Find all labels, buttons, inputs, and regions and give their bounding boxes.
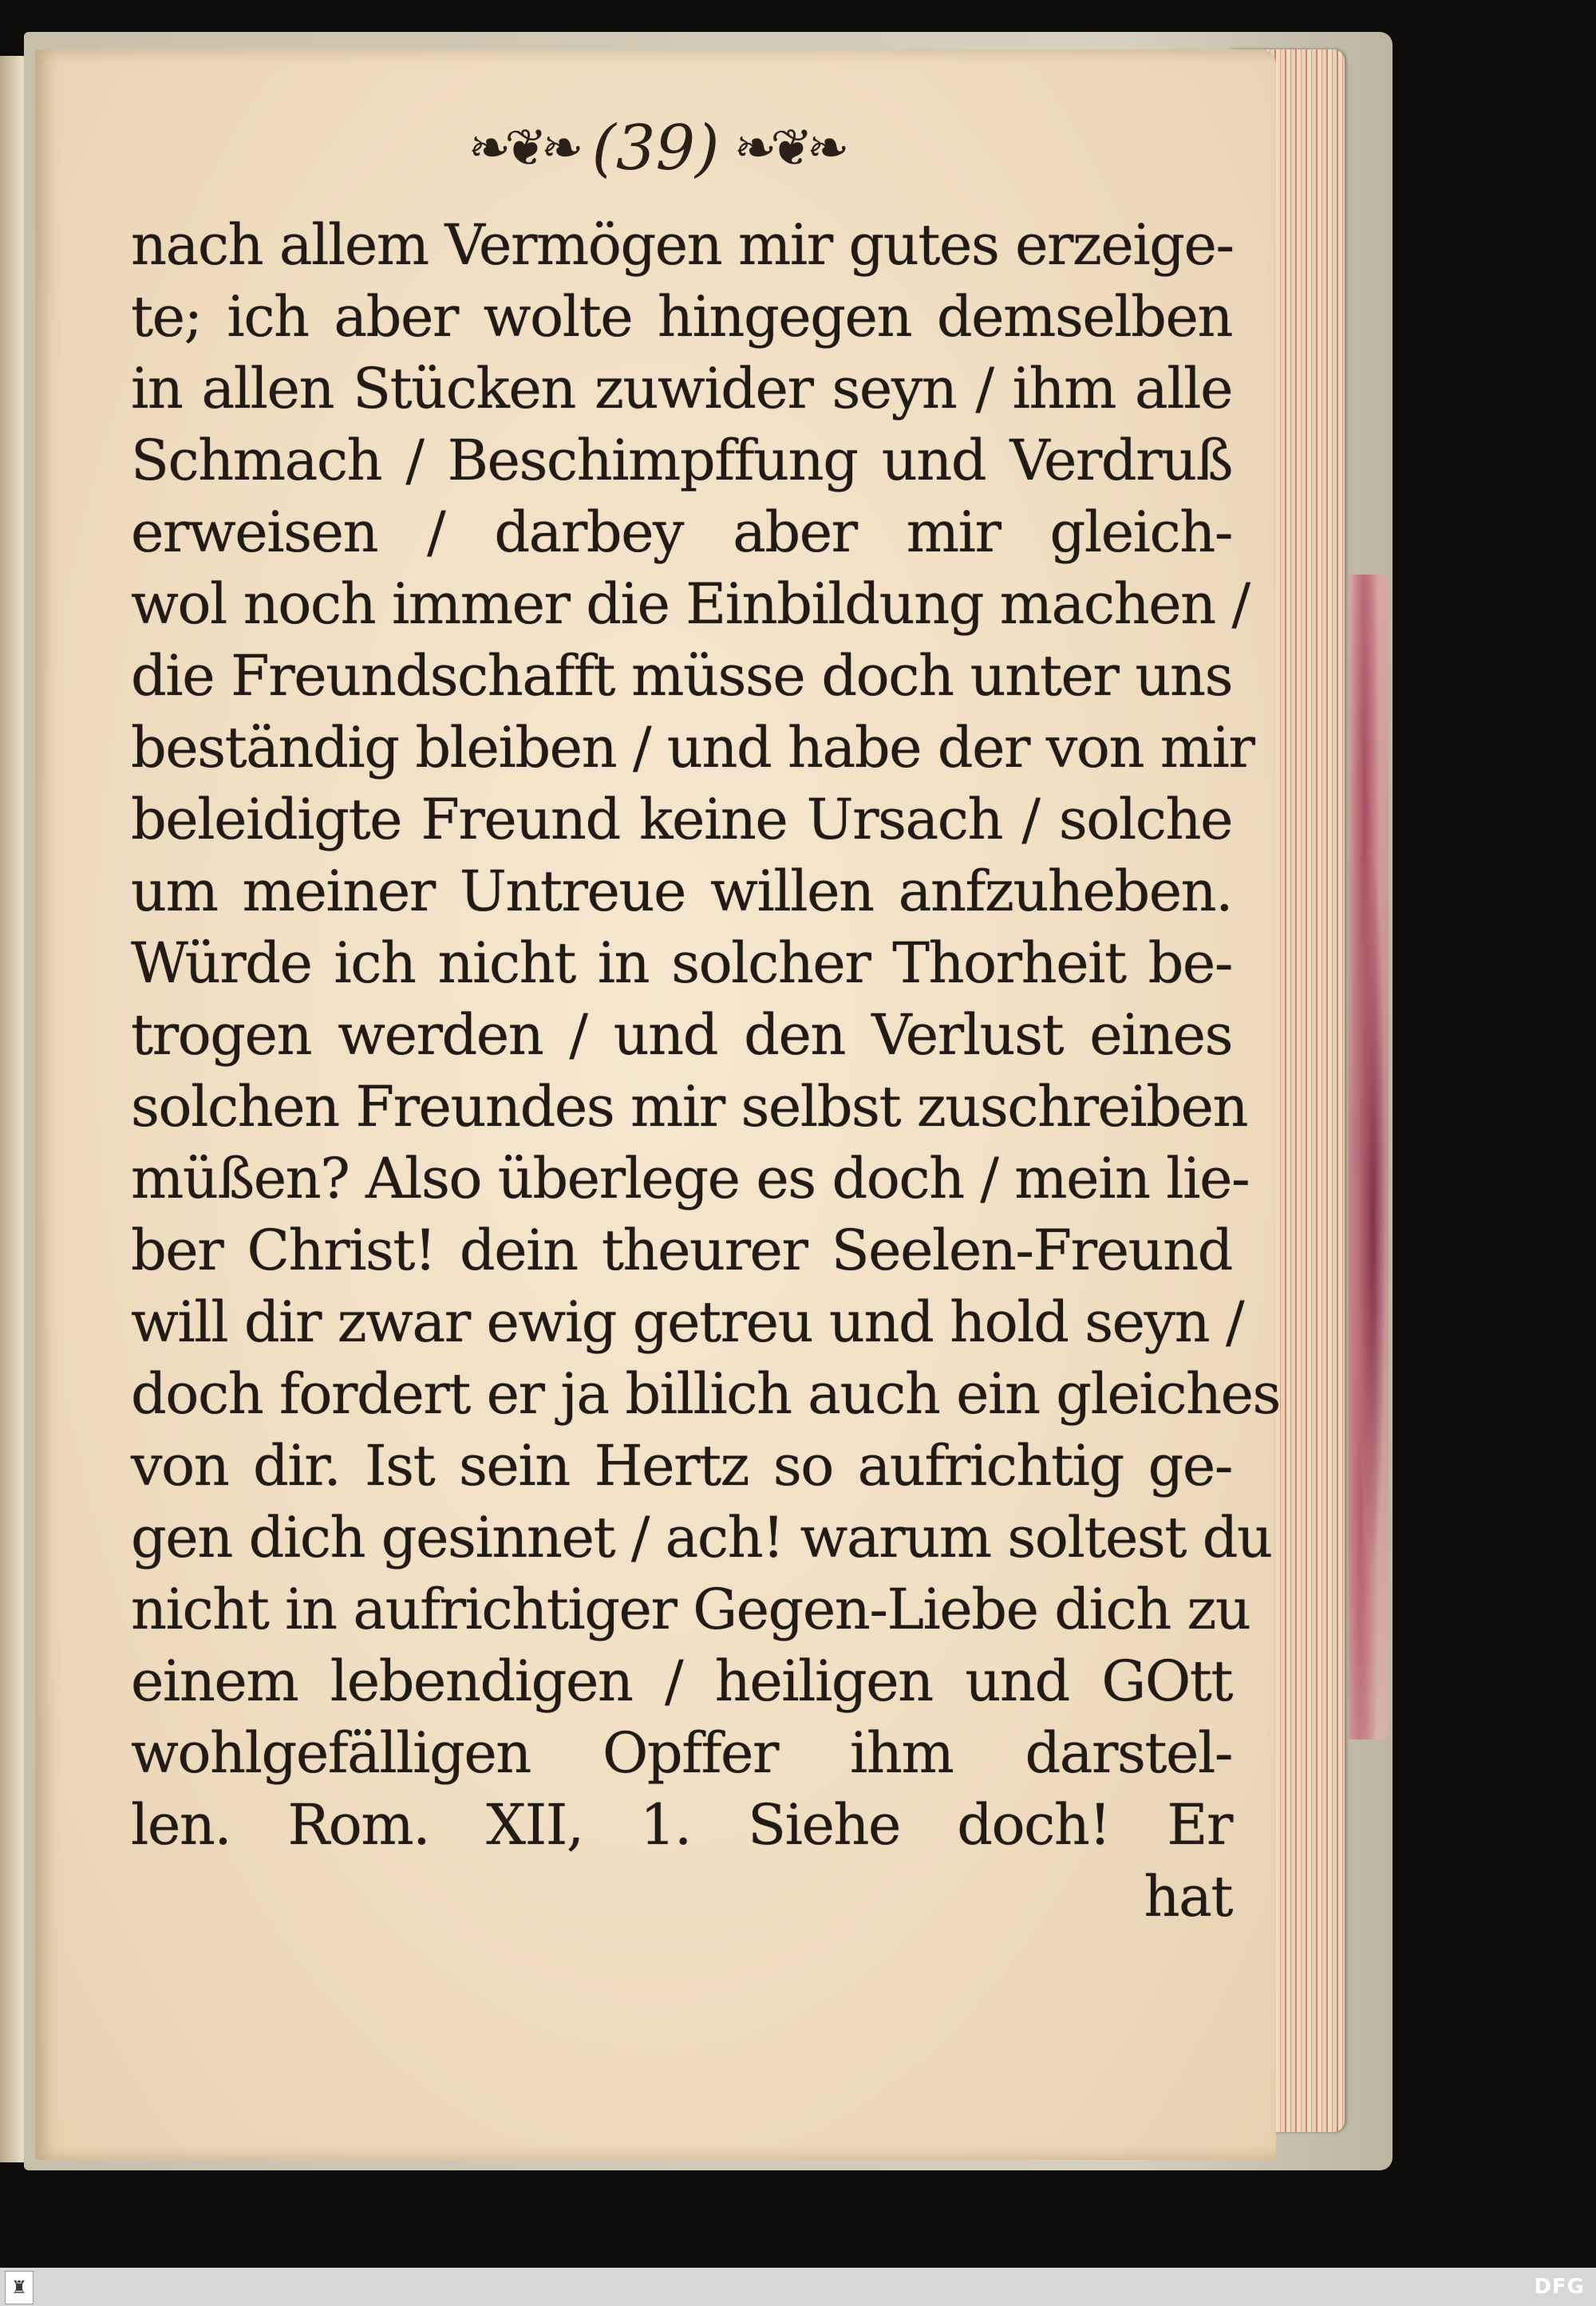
text-line: len. Rom. XII, 1. Siehe doch! Er — [131, 1792, 1232, 1858]
text-line: einem lebendigen / heiligen und GOtt — [131, 1649, 1232, 1714]
text-line: die Freundschafft müsse doch unter uns — [131, 643, 1232, 709]
text-line: Würde ich nicht in solcher Thorheit be- — [131, 930, 1232, 996]
catchword: hat — [1144, 1864, 1232, 1929]
text-line: will dir zwar ewig getreu und hold seyn / — [131, 1289, 1244, 1355]
dfg-logo[interactable]: DFG — [1534, 2275, 1585, 2299]
text-line: wol noch immer die Einbildung machen / — [131, 571, 1250, 637]
text-line: nach allem Vermögen mir gutes erzeige- — [131, 212, 1234, 278]
header-ornament-left-icon: ❧❦❧ — [468, 119, 578, 178]
header-ornament-right-icon: ❧❦❧ — [733, 119, 843, 178]
text-line: gen dich gesinnet / ach! warum soltest du — [131, 1505, 1272, 1570]
text-line: trogen werden / und den Verlust eines — [131, 1002, 1232, 1068]
text-line: beständig bleiben / und habe der von mir — [131, 715, 1254, 780]
text-line: doch fordert er ja billich auch ein gleiches — [131, 1361, 1280, 1427]
text-line: müßen? Also überlege es doch / mein lie- — [131, 1146, 1250, 1211]
text-line: solchen Freundes mir selbst zuschreiben — [131, 1074, 1248, 1139]
page-number: (39) — [591, 113, 720, 184]
text-line: wohlgefälligen Opffer ihm darstel- — [131, 1720, 1232, 1786]
text-line: um meiner Untreue willen anfzuheben. — [131, 859, 1232, 924]
viewer-footer-bar — [0, 2268, 1596, 2306]
text-line: ber Christ! dein theurer Seelen-Freund — [131, 1218, 1232, 1283]
text-line: erweisen / darbey aber mir gleich- — [131, 500, 1232, 565]
text-line: Schmach / Beschimpffung und Verdruß — [131, 428, 1232, 493]
page-header — [35, 101, 1276, 196]
text-line: von dir. Ist sein Hertz so aufrichtig ge- — [131, 1433, 1232, 1499]
text-line: te; ich aber wolte hingegen demselben — [131, 284, 1232, 349]
text-line: in allen Stücken zuwider seyn / ihm alle — [131, 356, 1232, 421]
body-text — [131, 209, 1280, 1933]
text-line: beleidigte Freund keine Ursach / solche — [131, 787, 1232, 852]
library-crest-icon[interactable]: ♜ — [5, 2271, 34, 2304]
text-line: nicht in aufrichtiger Gegen-Liebe dich zu — [131, 1577, 1250, 1642]
marbled-cover-edge — [1349, 575, 1389, 1739]
book-page — [35, 49, 1280, 2160]
